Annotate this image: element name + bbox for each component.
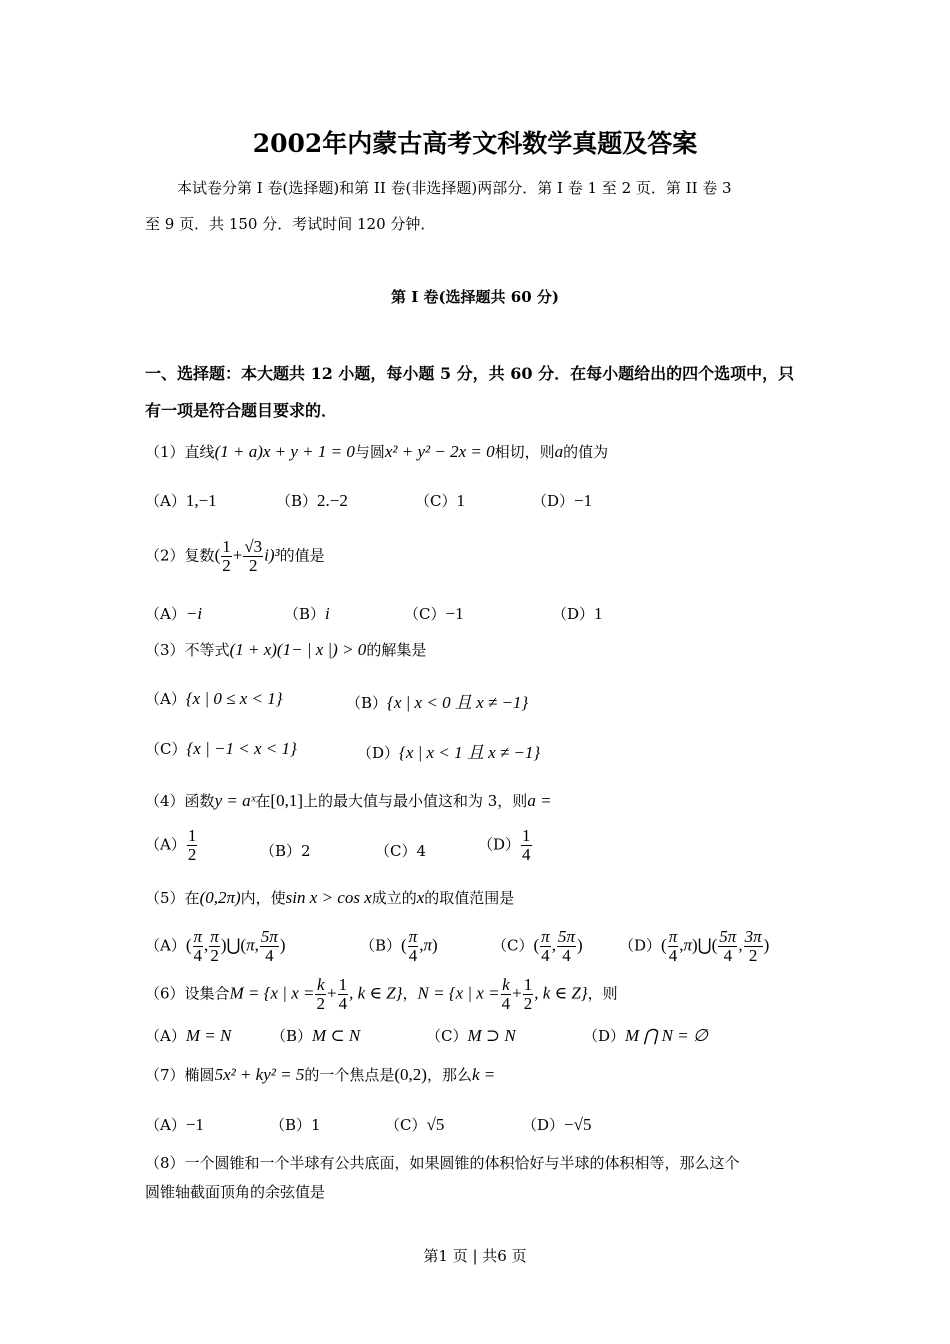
part1-heading-line-1: 一、选择题：本大题共 12 小题，每小题 5 分，共 60 分．在每小题给出的四个选项中，只 — [145, 364, 795, 383]
q5-option-b: （B）( $\frac{\pi}{4}$ ,π) — [360, 927, 438, 965]
question-5: （5）在(0,2π)内，使sin x > cos x成立的x的取值范围是 — [145, 888, 515, 907]
question-1: （1）直线(1 + a)x + y + 1 = 0与圆x² + y² − 2x = 0相切，则a的值为 — [145, 442, 609, 461]
question-4: （4）函数y = aˣ在[0,1]上的最大值与最小值这和为 3，则a = — [145, 791, 552, 810]
q4-option-a: （A） $\frac{1}{2}$ — [145, 826, 197, 864]
q3-option-a: （A）{x | 0 ≤ x < 1} — [145, 689, 283, 708]
q2-option-c: （C）−1 — [404, 604, 464, 623]
q5-option-a: （A）( $\frac{\pi}{4}$ , $\frac{\pi}{2}$ )⋃(π, $\frac{5\pi}{4}$ ) — [145, 927, 286, 965]
q6-option-a: （A）M = N — [145, 1026, 232, 1045]
q3-option-d: （D）{x | x < 1 且 x ≠ −1} — [357, 743, 541, 762]
question-3: （3）不等式(1 + x)(1− | x |) > 0的解集是 — [145, 640, 427, 659]
q6-option-d: （D）M ⋂ N = ∅ — [583, 1026, 708, 1045]
q4-option-c: （C）4 — [375, 842, 427, 860]
section-title: 第 I 卷(选择题共 60 分) — [391, 288, 559, 306]
intro-line-1: 本试卷分第 I 卷(选择题)和第 II 卷(非选择题)两部分．第 I 卷 1 至 2 页．第 II 卷 3 — [177, 179, 732, 197]
page-footer: 第1 页 | 共6 页 — [423, 1247, 527, 1265]
fraction-half: $\frac{1}{2}$ — [222, 537, 231, 575]
question-7: （7）椭圆5x² + ky² = 5的一个焦点是(0,2)，那么k = — [145, 1065, 496, 1084]
q7-option-b: （B）1 — [270, 1116, 321, 1134]
q7-option-d: （D）−√5 — [522, 1115, 592, 1134]
fraction-sqrt3-half: $\frac{√3}{2}$ — [244, 537, 263, 575]
q2-option-a: （A）−i — [145, 604, 203, 623]
q3-option-b: （B）{x | x < 0 且 x ≠ −1} — [346, 693, 529, 712]
q5-option-c: （C）( $\frac{\pi}{4}$ , $\frac{5\pi}{4}$ ) — [492, 927, 583, 965]
q7-option-a: （A）−1 — [145, 1115, 204, 1134]
q4-option-d: （D） $\frac{1}{4}$ — [478, 826, 531, 864]
question-6: （6）设集合M = {x | x = $\frac{k}{2}$ + $\frac{1}{4}$ , k ∈ Z}，N = {x | x = $\frac{k}{4}$ + $\frac{1}{2}$ , k ∈ Z}，则 — [145, 975, 618, 1013]
q1-option-a: （A）1,−1 — [145, 491, 217, 510]
q5-option-d: （D）( $\frac{\pi}{4}$ ,π)⋃( $\frac{5\pi}{4}$ , $\frac{3\pi}{2}$ ) — [619, 927, 770, 965]
q7-option-c: （C）√5 — [385, 1115, 445, 1134]
question-8-line-1: （8）一个圆锥和一个半球有公共底面，如果圆锥的体积恰好与半球的体积相等，那么这个 — [145, 1154, 740, 1172]
q6-option-b: （B）M ⊂ N — [271, 1026, 361, 1045]
q2-option-b: （B）i — [284, 604, 330, 623]
q3-option-c: （C）{x | −1 < x < 1} — [145, 739, 297, 758]
q4-option-b: （B）2 — [260, 842, 311, 860]
q2-option-d: （D）1 — [552, 604, 603, 623]
part1-heading-line-2: 有一项是符合题目要求的． — [145, 401, 338, 420]
q1-option-d: （D）−1 — [532, 491, 593, 510]
question-8-line-2: 圆锥轴截面顶角的余弦值是 — [145, 1183, 326, 1201]
q6-option-c: （C）M ⊃ N — [426, 1026, 516, 1045]
q1-option-c: （C）1 — [415, 491, 465, 510]
question-2: （2）复数( $\frac{1}{2}$ + $\frac{√3}{2}$ i)³的值是 — [145, 537, 325, 575]
page-title: 2002年内蒙古高考文科数学真题及答案 — [252, 129, 698, 158]
q1-option-b: （B）2.−2 — [276, 491, 348, 510]
intro-line-2: 至 9 页．共 150 分．考试时间 120 分钟． — [145, 215, 436, 233]
